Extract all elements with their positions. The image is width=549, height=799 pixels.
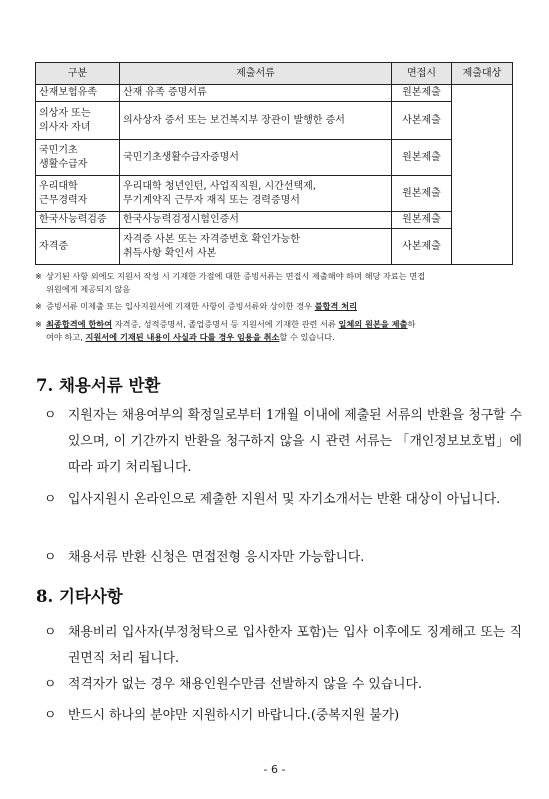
section8-title: 8. 기타사항 bbox=[36, 587, 123, 606]
submission-documents-table bbox=[35, 62, 513, 265]
list-item: ㅇ 채용비리 입사자(부정청탁으로 입사한자 포함)는 입사 이후에도 징계해고 또는 직권면직 처리 됩니다. bbox=[44, 620, 522, 672]
row-interview: 원본제출 bbox=[392, 176, 452, 212]
row-document: 산재 유족 증명서류 bbox=[120, 85, 392, 102]
row-category: 산재보험유족 bbox=[36, 85, 120, 102]
row-document: 우리대학 청년인턴, 사업직직원, 시간선택제, 무기계약직 근무자 재직 또는 경력증명서 bbox=[120, 176, 392, 212]
page-number: - 6 - bbox=[263, 763, 286, 776]
note-symbol: ※ bbox=[35, 319, 42, 330]
table-row bbox=[36, 176, 513, 212]
note-symbol: ※ bbox=[35, 271, 42, 281]
header-documents: 제출서류 bbox=[120, 63, 392, 85]
table-row bbox=[36, 212, 513, 229]
bullet-icon: ㅇ bbox=[44, 550, 57, 565]
row-category: 의상자 또는 의사자 자녀 bbox=[36, 102, 120, 140]
row-document: 자격증 사본 또는 자격증번호 확인가능한 취득사항 확인서 사본 bbox=[120, 229, 392, 265]
table-header-row bbox=[36, 63, 513, 85]
row-interview: 사본제출 bbox=[392, 229, 452, 265]
row-category: 자격증 bbox=[36, 229, 120, 265]
bullet-icon: ㅇ bbox=[44, 708, 57, 723]
header-interview: 면접시 bbox=[392, 63, 452, 85]
table-notes bbox=[35, 270, 515, 349]
emphasis-fail: 불합격 처리 bbox=[314, 301, 358, 312]
row-interview: 원본제출 bbox=[392, 85, 452, 102]
row-category: 한국사능력검증 bbox=[36, 212, 120, 229]
note-missing-documents: ※ 증빙서류 미제출 또는 입사지원서에 기재한 사항이 증빙서류와 상이한 경우 불합격 처리 bbox=[35, 301, 358, 312]
list-item: ㅇ 지원자는 채용여부의 확정일로부터 1개월 이내에 제출된 서류의 반환을 청구할 수 있으며, 이 기간까지 반환을 청구하지 않을 시 관련 서류는 「개인정보보호법」에 따라 파기 처리됩니다. bbox=[44, 403, 522, 481]
table-row bbox=[36, 140, 513, 176]
bullet-icon: ㅇ bbox=[44, 677, 57, 692]
row-category: 우리대학 근무경력자 bbox=[36, 176, 120, 212]
list-item: ㅇ 적격자가 없는 경우 채용인원수만큼 선발하지 않을 수 있습니다. bbox=[44, 672, 522, 698]
row-document: 한국사능력검정시험인증서 bbox=[120, 212, 392, 229]
header-category: 구분 bbox=[36, 63, 120, 85]
list-item: ㅇ 입사지원시 온라인으로 제출한 지원서 및 자기소개서는 반환 대상이 아닙니다. bbox=[44, 487, 522, 513]
bullet-icon: ㅇ bbox=[44, 625, 57, 640]
table-row bbox=[36, 229, 513, 265]
row-document: 의사상자 증서 또는 보건복지부 장관이 발행한 증서 bbox=[120, 102, 392, 140]
row-interview: 원본제출 bbox=[392, 140, 452, 176]
table-row bbox=[36, 102, 513, 140]
row-document: 국민기초생활수급자증명서 bbox=[120, 140, 392, 176]
row-interview: 원본제출 bbox=[392, 212, 452, 229]
row-target bbox=[452, 85, 513, 265]
bullet-icon: ㅇ bbox=[44, 492, 57, 507]
list-item: ㅇ 반드시 하나의 분야만 지원하시기 바랍니다.(중복지원 불가) bbox=[44, 703, 522, 729]
section7-title: 7. 채용서류 반환 bbox=[36, 376, 161, 395]
row-category: 국민기초 생활수급자 bbox=[36, 140, 120, 176]
note-final-pass: ※ 최종합격에 한하여 자격증, 성적증명서, 졸업증명서 등 지원서에 기재한 관련 서류 일체의 원본을 제출하 여야 하고, 지원서에 기재된 내용이 사실과 다를 경우 임용을 취소할 수 있습니다. bbox=[35, 319, 416, 342]
header-target: 제출대상 bbox=[452, 63, 513, 85]
note-additional-points: ※ 상기된 사항 외에도 지원서 작성 시 기재한 가점에 대한 증빙서류는 면접시 제출해야 하며 해당 자료는 면접 위원에게 제공되지 않음 bbox=[35, 271, 426, 294]
table-row bbox=[36, 85, 513, 102]
list-item: ㅇ 채용서류 반환 신청은 면접전형 응시자만 가능합니다. bbox=[44, 545, 522, 571]
note-symbol: ※ bbox=[35, 301, 42, 312]
row-interview: 사본제출 bbox=[392, 102, 452, 140]
bullet-icon: ㅇ bbox=[44, 408, 57, 423]
